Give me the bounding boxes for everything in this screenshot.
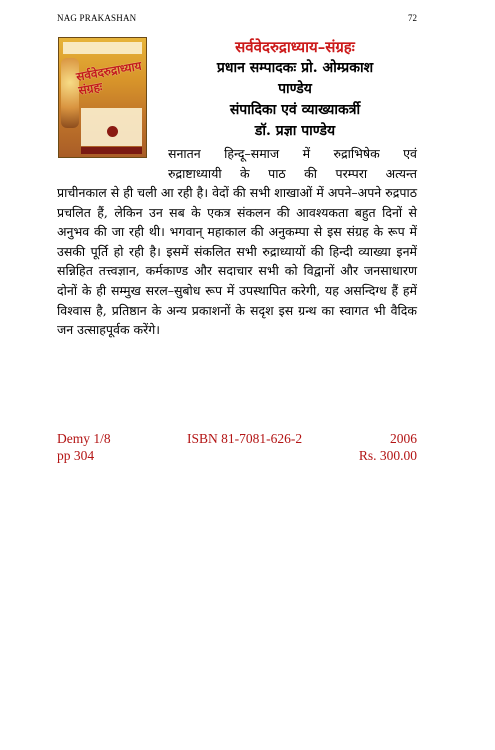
page-header bbox=[57, 13, 417, 27]
book-title: सर्ववेदरुद्राध्याय–संग्रहः bbox=[235, 38, 355, 56]
book-details bbox=[57, 430, 417, 464]
book-price: Rs. 300.00 bbox=[358, 448, 417, 463]
description-line-1: सनातन हिन्दू–समाज में रुद्राभिषेक एवं bbox=[168, 146, 417, 161]
page-count: pp 304 bbox=[57, 448, 95, 463]
description-line-2: रुद्राष्टाध्यायी के पाठ की परम्परा अत्यन्त bbox=[168, 166, 417, 181]
cover-title-text: सर्ववेदरुद्राध्याय संग्रहः bbox=[75, 58, 143, 98]
cover-bottom-band bbox=[81, 147, 142, 154]
cover-deity-figure bbox=[61, 58, 79, 128]
book-format: Demy 1/8 bbox=[57, 431, 111, 446]
cover-top-band bbox=[63, 42, 142, 54]
publisher-emblem-icon bbox=[107, 126, 118, 137]
publisher-name: NAG PRAKASHAN bbox=[57, 13, 137, 23]
page-number: 72 bbox=[408, 13, 417, 23]
chief-editor-surname: पाण्डेय bbox=[278, 81, 312, 97]
chief-editor-line: प्रधान सम्पादकः प्रो. ओम्प्रकाश bbox=[216, 60, 374, 76]
publication-year: 2006 bbox=[390, 431, 417, 446]
book-isbn: ISBN 81-7081-626-2 bbox=[187, 431, 303, 446]
description-body: प्राचीनकाल से ही चली आ रही है। वेदों की सभी शाखाओं में अपने–अपने रुद्रपाठ प्रचलित हैं, लेकिन उन सब के एकत्र संकलन की आवश्यकता बहुत दिनों से अनुभव की जा रही थी। भगवान् महाकाल की अनुकम्पा से इस संग्रह के रूप में उसकी पूर्ति हो रही है। इसमें संकलित सभी रुद्राध्यायों की हिन्दी व्याख्या इनमें सन्निहित तत्त्वज्ञान, कर्मकाण्ड और सदाचार सभी को विद्वानों और जनसाधारण दोनों के ही सम्मुख सरल–सुबोध रूप में उपस्थापित करेगी, यह असन्दिग्ध हैं हमें विश्वास है, प्रतिष्ठान के अन्य प्रकाशनों के सदृश इस ग्रन्थ का स्वागत भी वैदिक जन उत्साहपूर्वक करेंगे। bbox=[57, 185, 417, 338]
book-cover-image bbox=[58, 37, 147, 158]
editor-role: संपादिका एवं व्याख्याकर्त्री bbox=[229, 102, 361, 118]
editor-name: डॉ. प्रज्ञा पाण्डेय bbox=[254, 123, 336, 139]
